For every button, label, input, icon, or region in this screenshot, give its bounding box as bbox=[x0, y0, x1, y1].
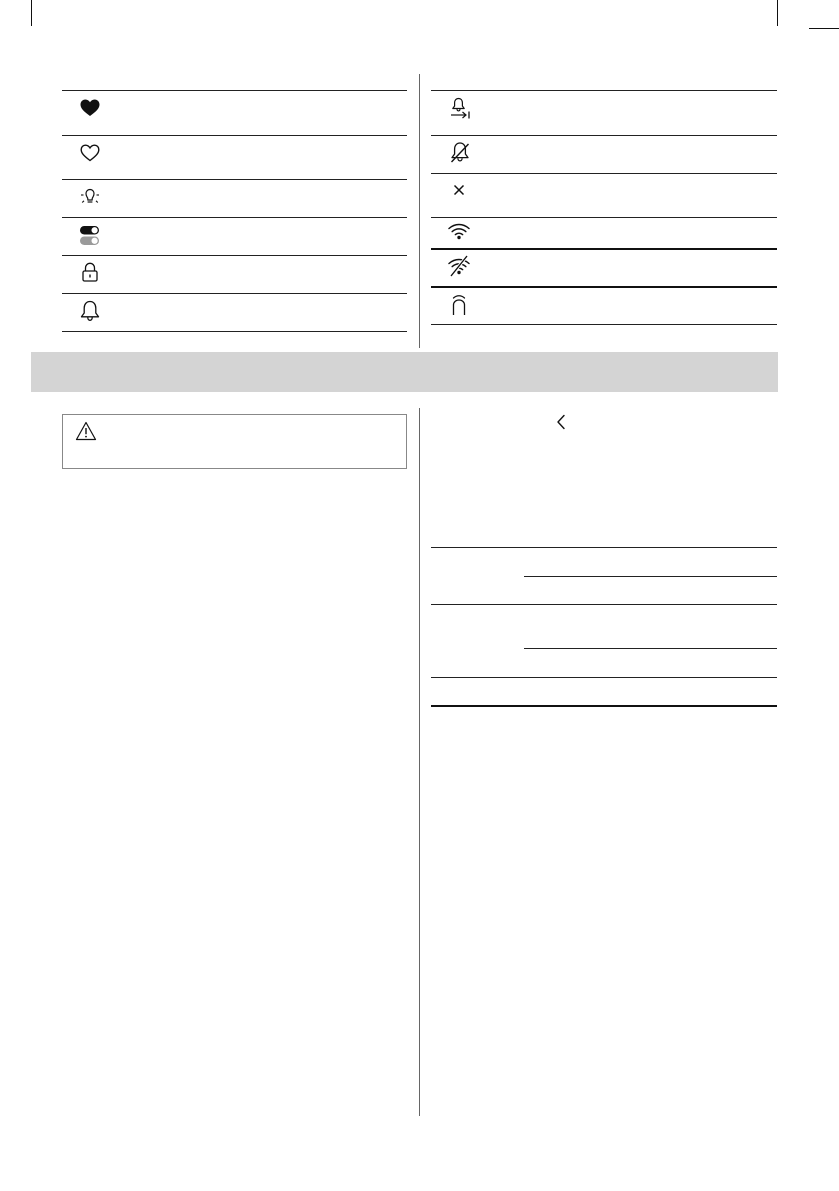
table-rule bbox=[431, 547, 777, 548]
table-rule bbox=[431, 90, 777, 91]
table-rule bbox=[62, 293, 407, 294]
table-rule bbox=[62, 135, 407, 136]
remote-control-icon bbox=[450, 293, 468, 317]
column-divider-bottom bbox=[419, 408, 420, 1116]
bell-icon bbox=[79, 300, 101, 322]
close-icon bbox=[453, 184, 465, 196]
wifi-off-icon bbox=[447, 255, 471, 277]
chevron-left-icon[interactable] bbox=[556, 414, 566, 430]
table-rule bbox=[431, 604, 777, 605]
table-rule bbox=[62, 90, 407, 91]
warning-triangle-icon bbox=[75, 421, 97, 441]
bell-skip-icon bbox=[449, 97, 473, 121]
toggle-switches-icon bbox=[79, 225, 101, 246]
table-rule bbox=[524, 648, 777, 649]
crop-mark-top-right bbox=[777, 0, 778, 26]
table-rule bbox=[431, 286, 777, 288]
heart-filled-icon bbox=[80, 99, 100, 117]
table-rule bbox=[431, 173, 777, 174]
warning-box bbox=[62, 414, 407, 469]
table-rule bbox=[524, 576, 777, 577]
wifi-icon bbox=[447, 222, 471, 240]
crop-mark-top-left bbox=[31, 0, 32, 26]
table-rule bbox=[431, 135, 777, 136]
table-rule bbox=[62, 179, 407, 180]
table-rule bbox=[62, 255, 407, 256]
table-rule bbox=[62, 331, 407, 332]
heart-outline-icon bbox=[80, 144, 100, 162]
table-rule bbox=[431, 324, 777, 325]
lock-icon bbox=[81, 262, 99, 282]
column-divider-top bbox=[419, 74, 420, 348]
table-rule bbox=[431, 677, 777, 678]
table-rule bbox=[431, 705, 777, 707]
bell-off-icon bbox=[448, 141, 472, 165]
table-rule bbox=[431, 217, 777, 218]
light-bulb-icon bbox=[79, 187, 101, 207]
table-rule bbox=[62, 217, 407, 218]
section-header-bar bbox=[31, 352, 778, 392]
crop-mark-right-vertical bbox=[809, 28, 839, 29]
table-rule bbox=[431, 248, 777, 250]
